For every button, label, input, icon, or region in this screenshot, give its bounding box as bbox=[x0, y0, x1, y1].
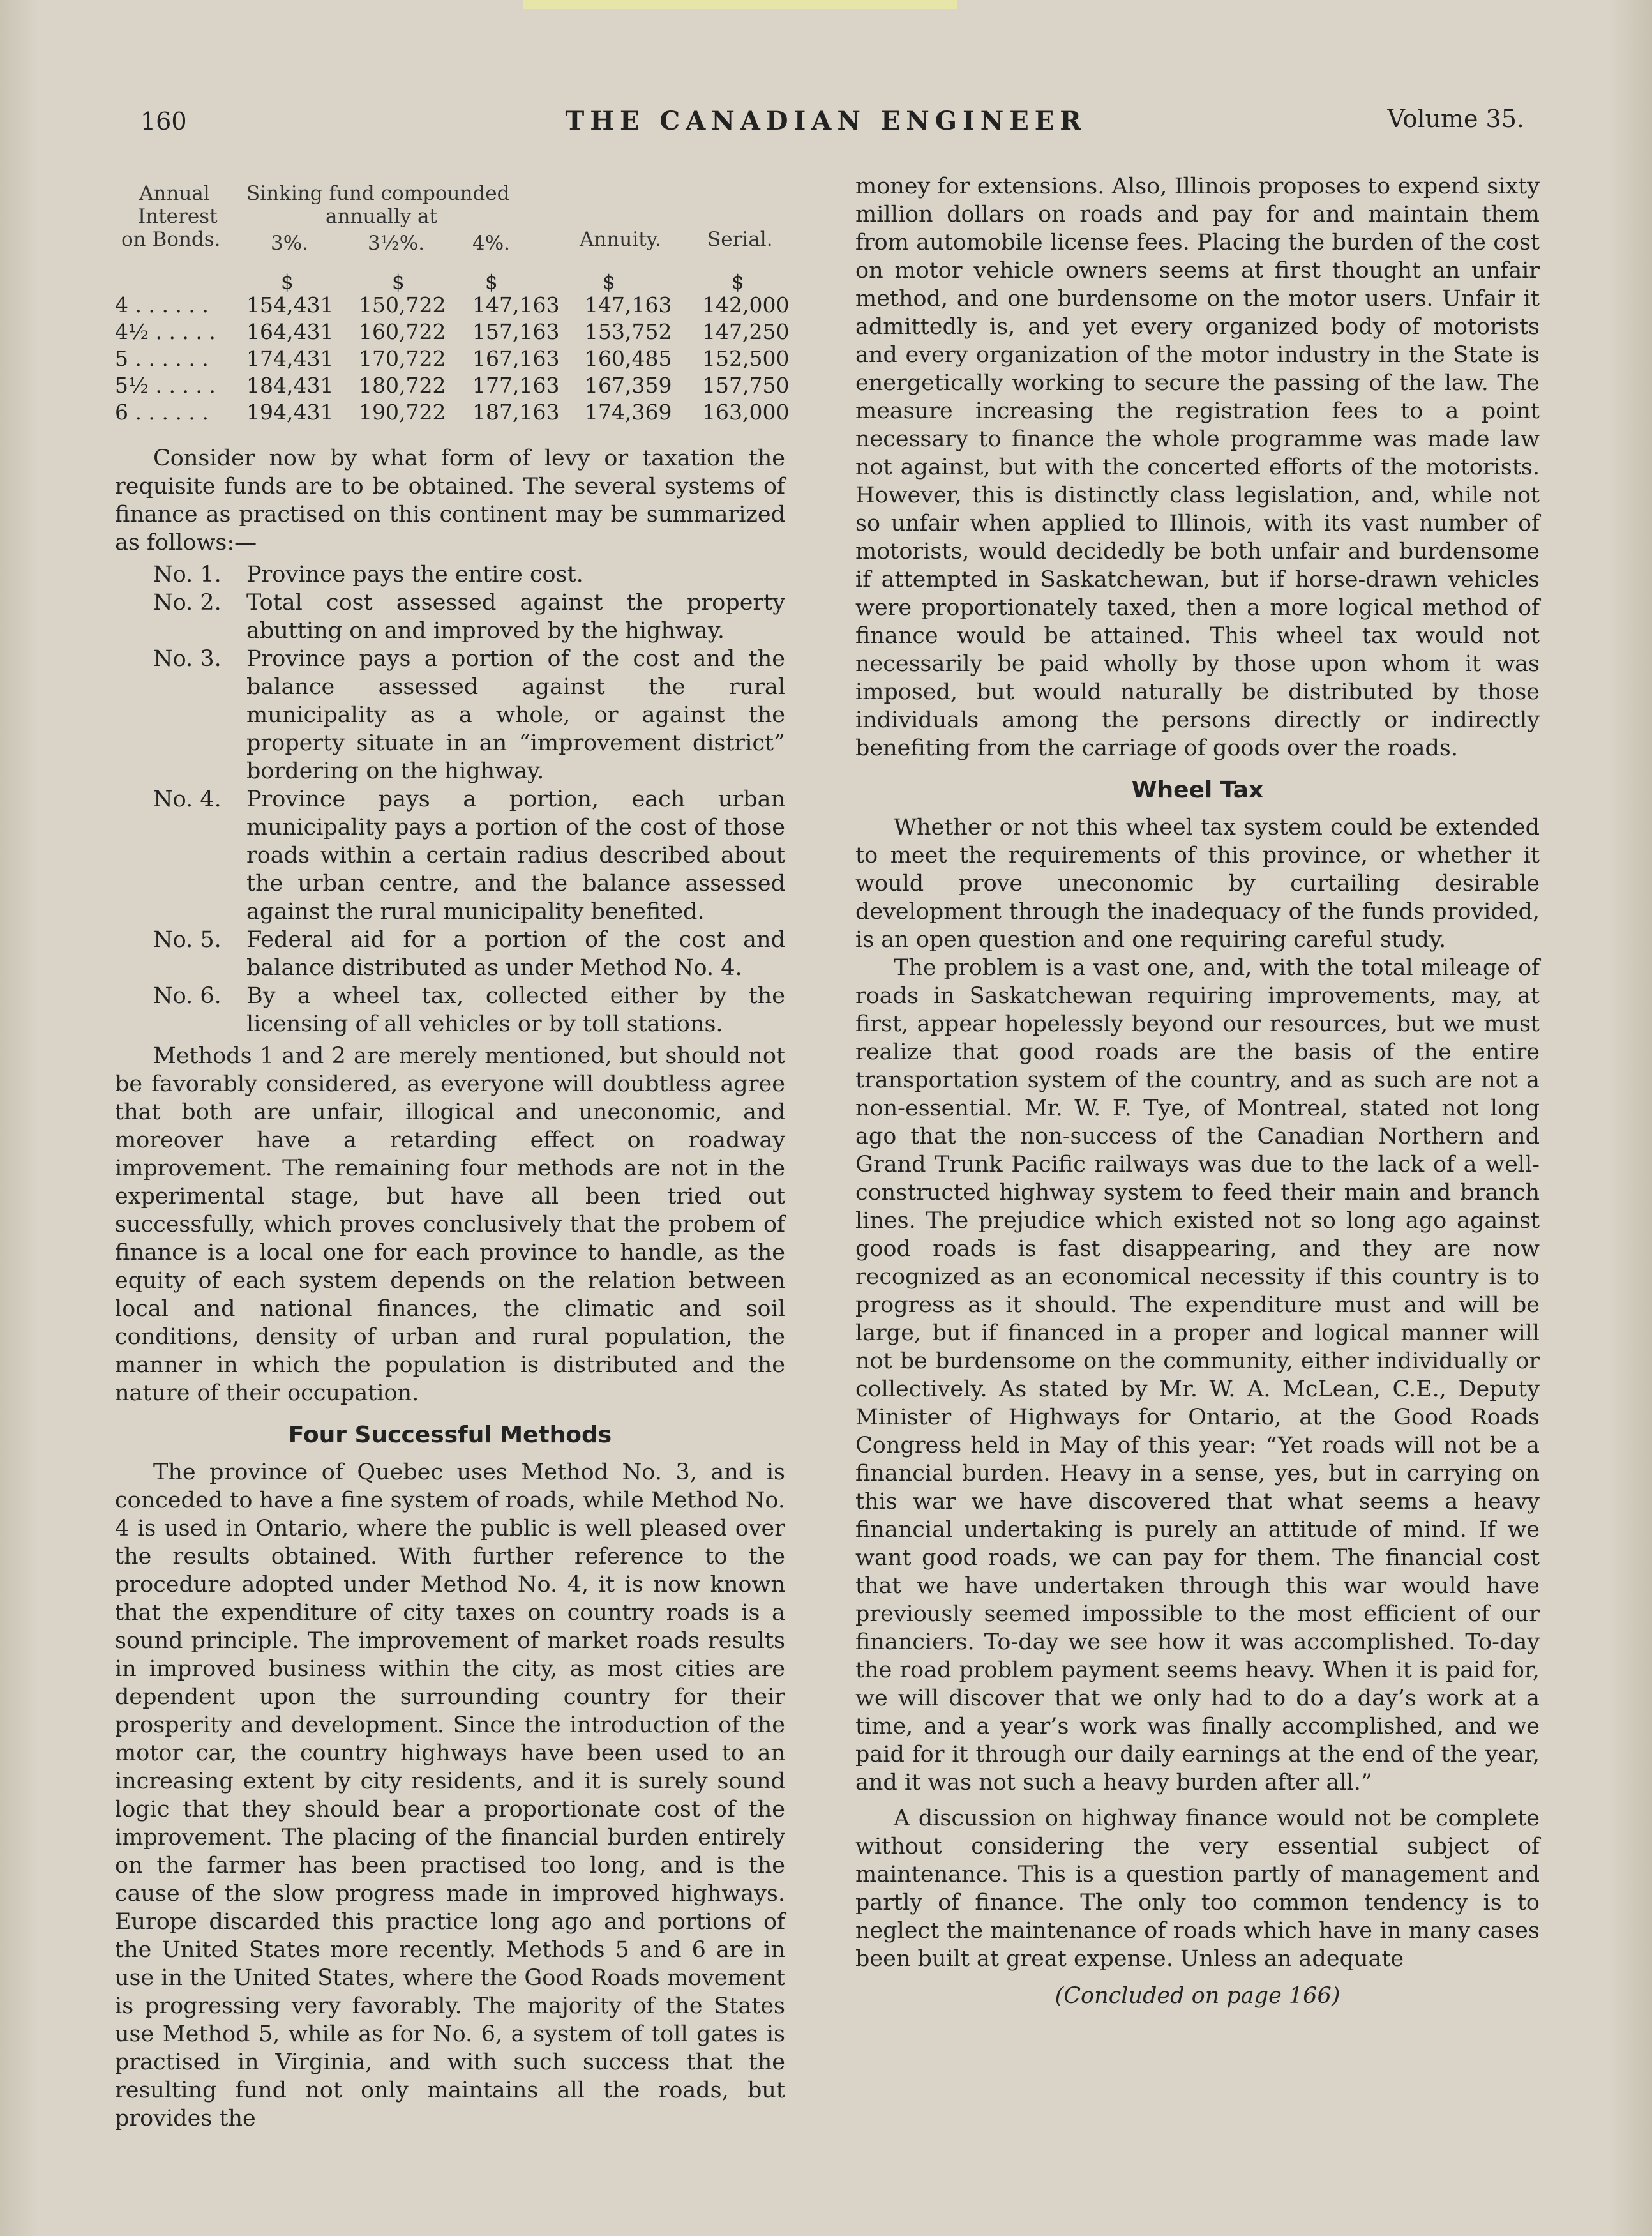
table-row bbox=[115, 398, 790, 425]
list-item bbox=[115, 785, 785, 926]
dollar-sign: $ bbox=[485, 271, 498, 294]
right-column bbox=[855, 172, 1540, 2010]
table-cell: 184,431 bbox=[246, 373, 334, 398]
paragraph-methods-discussion: Methods 1 and 2 are merely mentioned, but should not be favorably considered, as everyone will doubtless agree that both are unfair, illogical and uneconomic, and moreover have a retarding effect on roadway improvement. The remaining four methods are not in the experimental stage, but have all been tried out successfully, which proves conclusively that the probem of finance is a local one for each province to handle, as the equity of each system depends on the relation between local and national finances, the climatic and soil conditions, density of urban and rural population, the manner in which the population is distributed and the nature of their occupation. bbox=[115, 1043, 785, 1406]
list-number: No. 6. bbox=[153, 983, 222, 1009]
volume-label: Volume 35. bbox=[1387, 105, 1524, 133]
table-row bbox=[115, 291, 790, 318]
table-row bbox=[115, 318, 790, 345]
paragraph-problem: The problem is a vast one, and, with the total mileage of roads in Saskatchewan requiring improvements, may, at first, appear hopelessly beyond our resources, but we must realize that good roads are the basis of the entire transportation system of the country, and as such are not a non-essential. Mr. W. F. Tye, of Montreal, stated not long ago that the non-success of the Canadian Northern and Grand Trunk Pacific railways was due to the lack of a well-constructed highway system to feed their main and branch lines. The prejudice which existed not so long ago against good roads is fast disappearing, and they are now recognized as an economical necessity if this country is to progress as it should. The expenditure must and will be large, but if financed in a proper and logical manner will not be burdensome on the community, either individually or collectively. As stated by Mr. W. A. McLean, C.E., Deputy Minister of Highways for Ontario, at the Good Roads Congress held in May of this year: “Yet roads will not be a financial burden. Heavy in a sense, yes, but in carrying on this war we have discovered that what seems a heavy financial undertaking is purely an attitude of mind. If we want good roads, we can pay for them. The financial cost that we have undertaken through this war would have previously seemed impossible to the most efficient of our financiers. To-day we see how it was accomplished. To-day the road problem payment seems heavy. When it is paid for, we will discover that we only had to do a day’s work at a time, and a year’s work was finally accomplished, and we paid for it through our daily earnings at the end of the year, and it was not such a heavy burden after all.” bbox=[855, 955, 1540, 1795]
head-annually: annually at bbox=[326, 205, 437, 228]
table-cell: 157,163 bbox=[472, 319, 560, 344]
list-number: No. 2. bbox=[153, 590, 222, 616]
table-cell: 157,750 bbox=[702, 373, 790, 398]
head-sinking: Sinking fund compounded bbox=[246, 182, 510, 205]
table-cell: 190,722 bbox=[359, 400, 446, 425]
table-cell-rate: 4½ . . . . . bbox=[115, 319, 216, 344]
running-header bbox=[128, 101, 1524, 146]
list-number: No. 3. bbox=[153, 646, 222, 672]
finance-methods-list bbox=[115, 561, 785, 1038]
paragraph-wheel-tax: Whether or not this wheel tax system could be extended to meet the requirements of this province, or whether it would prove uneconomic by curtailing desirable development through the inadequacy of the funds provided, is an open question and one requiring careful study. bbox=[855, 815, 1540, 953]
table-cell: 194,431 bbox=[246, 400, 334, 425]
head-on-bonds: on Bonds. bbox=[121, 228, 221, 251]
table-cell: 147,163 bbox=[585, 292, 672, 317]
dollar-sign-row bbox=[115, 268, 785, 294]
table-cell: 180,722 bbox=[359, 373, 446, 398]
page-top-tab bbox=[523, 0, 957, 9]
list-item bbox=[115, 982, 785, 1038]
table-cell: 154,431 bbox=[246, 292, 334, 317]
head-annual: Annual bbox=[139, 182, 210, 205]
dollar-sign: $ bbox=[732, 271, 744, 294]
table-row bbox=[115, 372, 790, 398]
list-text: By a wheel tax, collected either by the licensing of all vehicles or by toll stations. bbox=[246, 983, 785, 1037]
table-cell-rate: 6 . . . . . . bbox=[115, 400, 209, 425]
list-text: Province pays a portion, each urban municipality pays a portion of the cost of those roads within a certain radius described about the urban centre, and the balance assessed against the rural municipality benefited. bbox=[246, 787, 785, 925]
table-cell: 163,000 bbox=[702, 400, 790, 425]
section-heading-four-methods: Four Successful Methods bbox=[288, 1422, 612, 1448]
table-cell-rate: 5½ . . . . . bbox=[115, 373, 216, 398]
table-cell: 147,250 bbox=[702, 319, 790, 344]
table-cell-rate: 5 . . . . . . bbox=[115, 346, 209, 371]
dollar-sign: $ bbox=[603, 271, 615, 294]
dollar-sign: $ bbox=[392, 271, 405, 294]
col-head-4pct: 4%. bbox=[472, 232, 511, 255]
list-number: No. 4. bbox=[153, 787, 222, 812]
list-text: Total cost assessed against the property abutting on and improved by the highway. bbox=[246, 590, 785, 644]
table-cell: 187,163 bbox=[472, 400, 560, 425]
list-number: No. 5. bbox=[153, 927, 222, 953]
list-item bbox=[115, 561, 785, 589]
table-cell: 167,163 bbox=[472, 346, 560, 371]
table-cell: 170,722 bbox=[359, 346, 446, 371]
table-cell: 142,000 bbox=[702, 292, 790, 317]
continuation-note: (Concluded on page 166) bbox=[1055, 1983, 1340, 2009]
section-heading-wheel-tax: Wheel Tax bbox=[1131, 777, 1264, 803]
table-cell: 174,369 bbox=[585, 400, 672, 425]
page-number: 160 bbox=[140, 107, 187, 135]
sinking-fund-table-header bbox=[115, 172, 785, 268]
list-text: Province pays a portion of the cost and the balance assessed against the rural municipality as a whole, or against the property situate in an “improvement district” bordering on the highway. bbox=[246, 646, 785, 784]
table-row bbox=[115, 345, 790, 372]
col-head-3pct: 3%. bbox=[271, 232, 309, 255]
list-text: Federal aid for a portion of the cost and balance distributed as under Method No. 4. bbox=[246, 927, 785, 981]
list-item bbox=[115, 645, 785, 785]
table-cell-rate: 4 . . . . . . bbox=[115, 292, 209, 317]
head-interest: Interest bbox=[138, 205, 218, 228]
table-cell: 147,163 bbox=[472, 292, 560, 317]
list-item bbox=[115, 589, 785, 645]
left-column bbox=[115, 172, 790, 2133]
list-number: No. 1. bbox=[153, 562, 222, 587]
table-cell: 152,500 bbox=[702, 346, 790, 371]
dollar-sign: $ bbox=[281, 271, 294, 294]
table-cell: 177,163 bbox=[472, 373, 560, 398]
table-cell: 153,752 bbox=[585, 319, 672, 344]
journal-title: THE CANADIAN ENGINEER bbox=[565, 106, 1087, 136]
table-cell: 150,722 bbox=[359, 292, 446, 317]
list-item bbox=[115, 926, 785, 982]
list-text: Province pays the entire cost. bbox=[246, 562, 583, 587]
table-cell: 167,359 bbox=[585, 373, 672, 398]
table-cell: 160,722 bbox=[359, 319, 446, 344]
table-cell: 164,431 bbox=[246, 319, 334, 344]
paragraph-illinois: money for extensions. Also, Illinois proposes to expend sixty million dollars on roads and pay for and maintain them from automobile license fees. Placing the burden of the cost on motor vehicle owners seems at first thought an unfair method, and one burdensome on the motor users. Unfair it admittedly is, and yet every organized body of motorists and every organization of the motor industry in the State is energetically working to secure the passing of the law. The measure increasing the registration fees to a point necessary to finance the whole programme was made law not against, but with the concerted efforts of the motorists. However, this is distinctly class legislation, and, while not so unfair when applied to Illinois, with its vast number of motorists, would decidedly be both unfair and burdensome if attempted in Saskatchewan, but if horse-drawn vehicles were proportionately taxed, then a more logical method of finance would be attained. This wheel tax would not necessarily be paid wholly by those upon whom it was imposed, but would naturally be distributed by those individuals among the persons directly or indirectly benefiting from the carriage of goods over the roads. bbox=[855, 174, 1540, 761]
col-head-3-5pct: 3½%. bbox=[368, 232, 425, 255]
paragraph-maintenance: A discussion on highway finance would not be complete without considering the very essential subject of maintenance. This is a question partly of management and partly of finance. The only too common tendency is to neglect the maintenance of roads which have in many cases been built at great expense. Unless an adequate bbox=[855, 1806, 1540, 1972]
paragraph-levy: Consider now by what form of levy or taxation the requisite funds are to be obtained. The several systems of finance as practised on this continent may be summarized as follows:— bbox=[115, 446, 785, 555]
col-head-serial: Serial. bbox=[707, 228, 773, 251]
table-cell: 160,485 bbox=[585, 346, 672, 371]
paragraph-quebec-ontario: The province of Quebec uses Method No. 3, and is conceded to have a fine system of roads, while Method No. 4 is used in Ontario, where the public is well pleased over the results obtained. With further reference to the procedure adopted under Method No. 4, it is now known that the expenditure of city taxes on country roads is a sound principle. The improvement of market roads results in improved business within the city, as most cities are dependent upon the surrounding country for their prosperity and development. Since the introduction of the motor car, the country highways have been used to an increasing extent by city residents, and it is surely sound logic that they should bear a proportionate cost of the improvement. The placing of the financial burden entirely on the farmer has been practised too long, and is the cause of the slow progress made in improved highways. Europe discarded this practice long ago and portions of the United States more recently. Methods 5 and 6 are in use in the United States, where the Good Roads movement is progressing very favorably. The majority of the States use Method 5, while as for No. 6, a system of toll gates is practised in Virginia, and with such success that the resulting fund not only maintains all the roads, but provides the bbox=[115, 1460, 785, 2131]
table-cell: 174,431 bbox=[246, 346, 334, 371]
col-head-annuity: Annuity. bbox=[580, 228, 661, 251]
